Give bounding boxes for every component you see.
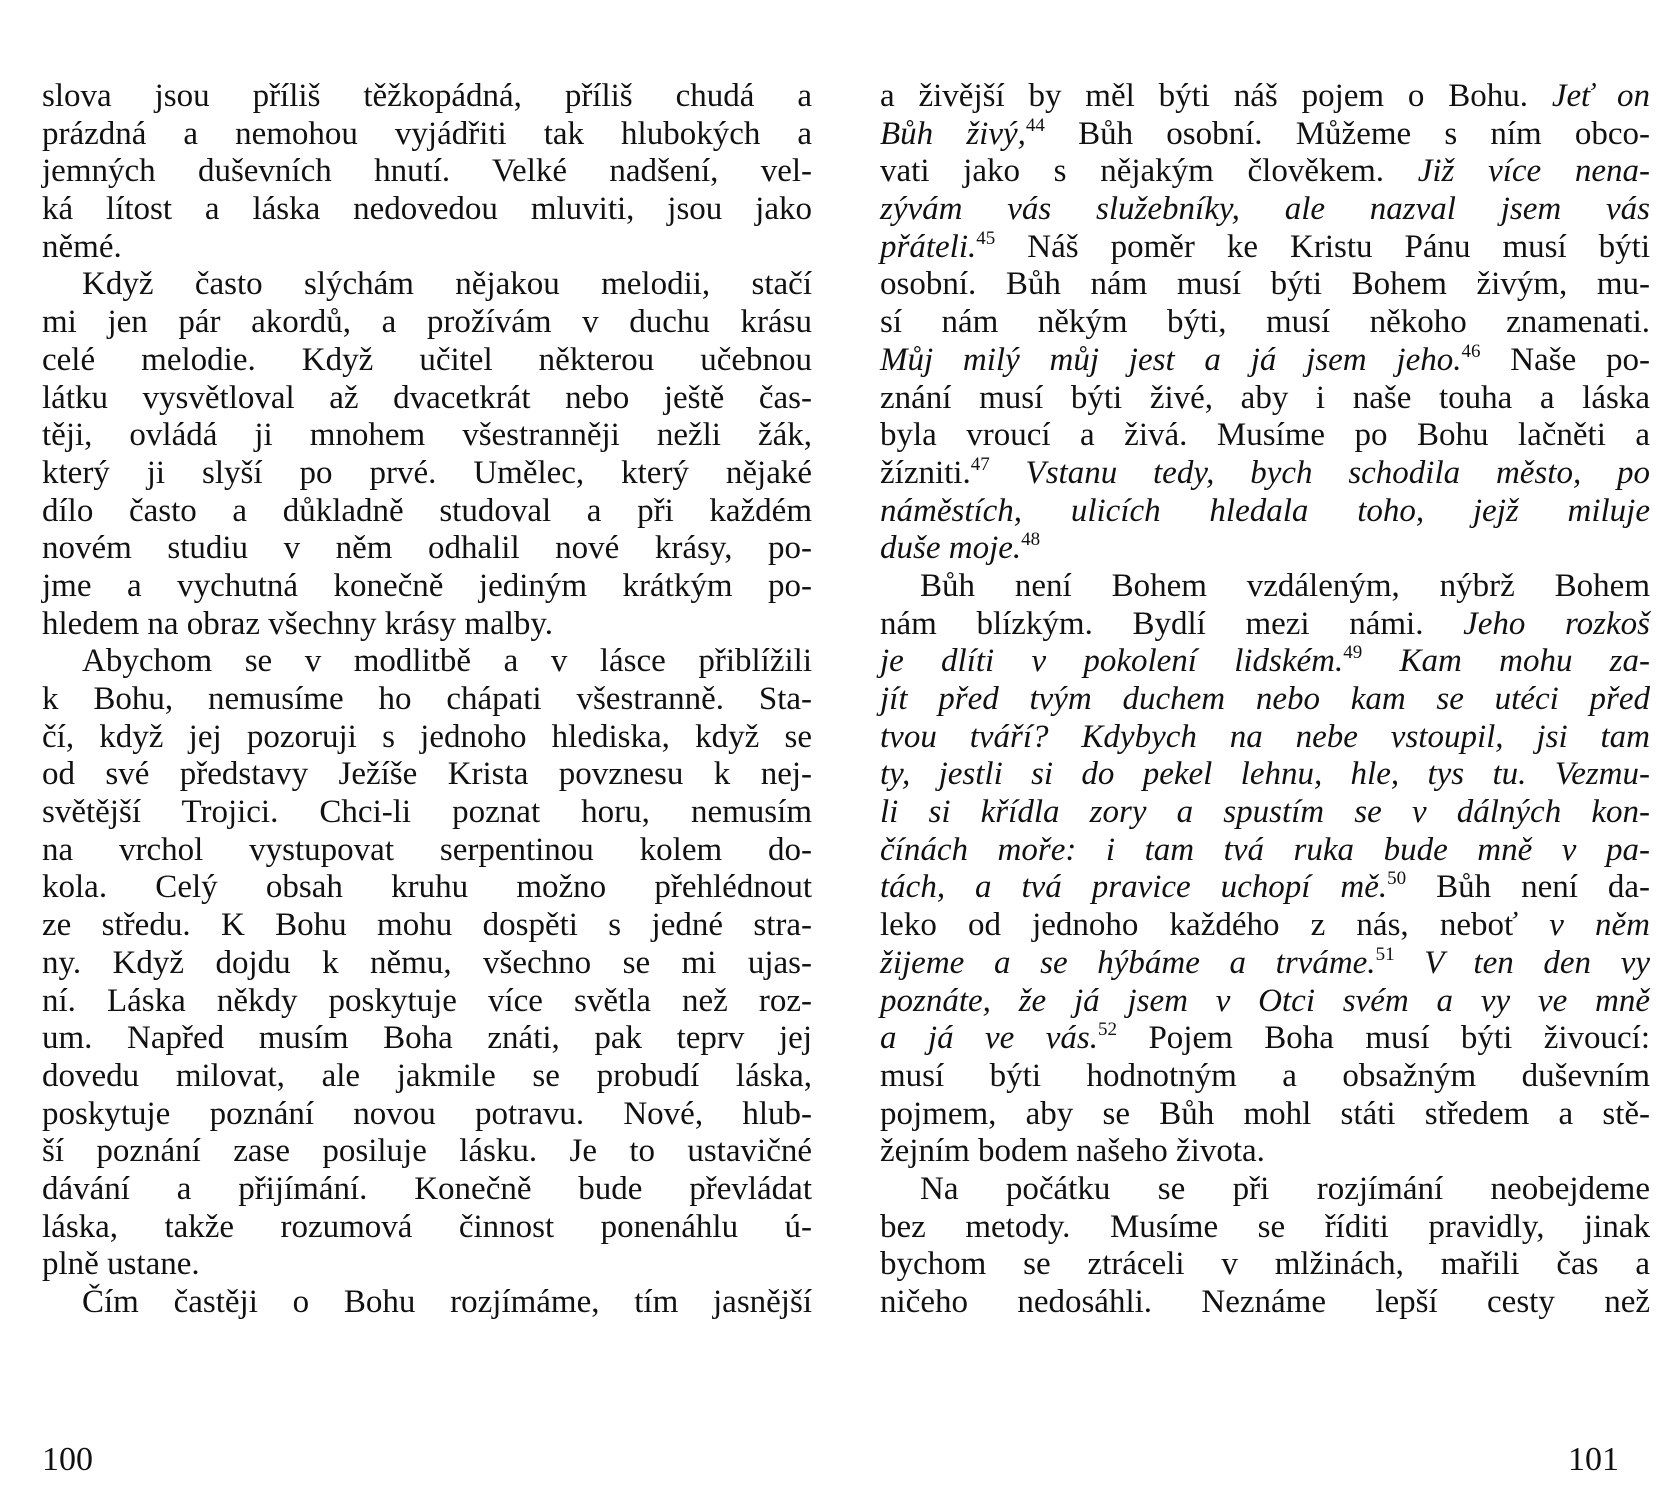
text-line: celé melodie. Když učitel některou učebnou bbox=[42, 341, 812, 378]
right-page bbox=[880, 78, 1650, 1322]
text-line: poskytuje poznání novou potravu. Nové, hlub- bbox=[42, 1095, 812, 1132]
text-line: náměstích, ulicích hledala toho, jejž miluje bbox=[880, 492, 1650, 529]
text-line: ny. Když dojdu k němu, všechno se mi ujas- bbox=[42, 944, 812, 981]
footnote-ref: 44 bbox=[1025, 114, 1045, 136]
text-line: látku vysvětloval až dvacetkrát nebo ještě čas- bbox=[42, 379, 812, 416]
text-line: láska, takže rozumová činnost ponenáhlu ú- bbox=[42, 1208, 812, 1245]
text-line: tách, a tvá pravice uchopí mě.$^{50}$ Bůh není da- bbox=[880, 868, 1650, 906]
text-line: pojmem, aby se Bůh mohl státi středem a stě- bbox=[880, 1095, 1650, 1132]
page-number-right: 101 bbox=[1568, 1441, 1619, 1478]
text-line: duše moje.$^{48}$ bbox=[880, 529, 1041, 567]
page-number-left: 100 bbox=[42, 1441, 93, 1478]
text-line: nám blízkým. Bydlí mezi námi. Jeho rozkoš bbox=[880, 605, 1651, 642]
footnote-ref: 45 bbox=[976, 227, 996, 249]
text-line: světější Trojici. Chci-li poznat horu, nemusím bbox=[42, 794, 812, 831]
text-line: ní. Láska někdy poskytuje více světla než roz- bbox=[42, 982, 812, 1019]
text-line: plně ustane. bbox=[42, 1246, 200, 1283]
text-line: bez metody. Musíme se říditi pravidly, jinak bbox=[880, 1208, 1650, 1245]
text-line: Bůh není Bohem vzdáleným, nýbrž Bohem bbox=[920, 567, 1650, 604]
text-line: kola. Celý obsah kruhu možno přehlédnout bbox=[42, 869, 812, 906]
text-line: od své představy Ježíše Krista povznesu k nej- bbox=[42, 756, 812, 793]
footnote-ref: 48 bbox=[1021, 529, 1041, 551]
text-line: dávání a přijímání. Konečně bude převládat bbox=[42, 1170, 812, 1207]
text-line: je dlíti v pokolení lidském.$^{49}$ Kam mohu za- bbox=[880, 642, 1651, 680]
text-line: musí býti hodnotným a obsažným duševním bbox=[880, 1057, 1650, 1094]
text-line: ká lítost a láska nedovedou mluviti, jsou jako bbox=[42, 191, 812, 228]
text-line: Čím častěji o Bohu rozjímáme, tím jasnější bbox=[82, 1284, 812, 1320]
text-line: Abychom se v modlitbě a v lásce přiblížili bbox=[82, 643, 812, 680]
text-line: ničeho nedosáhli. Neznáme lepší cesty než bbox=[880, 1284, 1650, 1320]
text-line: dovedu milovat, ale jakmile se probudí láska, bbox=[42, 1057, 812, 1094]
text-line: mi jen pár akordů, a prožívám v duchu krásu bbox=[42, 304, 812, 341]
text-line: znání musí býti živé, aby i naše touha a láska bbox=[880, 379, 1650, 416]
text-line: novém studiu v něm odhalil nové krásy, po- bbox=[42, 530, 812, 567]
text-line: žejním bodem našeho života. bbox=[880, 1133, 1265, 1170]
text-line: čínách moře: i tam tvá ruka bude mně v pa- bbox=[880, 831, 1650, 868]
footnote-ref: 52 bbox=[1098, 1019, 1118, 1041]
text-line: který ji slyší po prvé. Umělec, který nějaké bbox=[42, 454, 812, 491]
text-line: ty, jestli si do pekel lehnu, hle, tys tu. Vezmu- bbox=[880, 756, 1650, 793]
text-line: um. Napřed musím Boha znáti, pak teprv jej bbox=[42, 1020, 812, 1057]
text-line: slova jsou příliš těžkopádná, příliš chudá a bbox=[42, 78, 812, 114]
text-line: a já ve vás.$^{52}$ Pojem Boha musí býti živoucí: bbox=[880, 1019, 1651, 1057]
footnote-ref: 47 bbox=[970, 453, 990, 475]
text-line: na vrchol vystupovat serpentinou kolem do- bbox=[42, 831, 812, 868]
text-line: Bůh živý,$^{44}$ Bůh osobní. Můžeme s ním obco- bbox=[880, 114, 1650, 152]
text-line: tvou tváří? Kdybych na nebe vstoupil, jsi tam bbox=[880, 718, 1650, 755]
text-line: Můj milý můj jest a já jsem jeho.$^{46}$ Naše po- bbox=[880, 340, 1650, 378]
text-line: ší poznání zase posiluje lásku. Je to ustavičné bbox=[42, 1133, 812, 1170]
text-line: němé. bbox=[42, 228, 122, 265]
text-line: žijeme a se hýbáme a trváme.$^{51}$ V ten den vy bbox=[880, 943, 1650, 981]
text-line: vati jako s nějakým člověkem. Již více nena- bbox=[880, 153, 1651, 190]
text-line: osobní. Bůh nám musí býti Bohem živým, mu- bbox=[880, 266, 1650, 303]
text-line: leko od jednoho každého z nás, neboť v něm bbox=[880, 907, 1650, 944]
footnote-ref: 46 bbox=[1461, 340, 1481, 362]
text-line: bychom se ztráceli v mlžinách, mařili čas a bbox=[880, 1246, 1650, 1283]
text-line: čí, když jej pozoruji s jednoho hlediska, když se bbox=[42, 718, 812, 755]
text-line: byla vroucí a živá. Musíme po Bohu lačněti a bbox=[880, 417, 1650, 454]
text-line: žízniti.$^{47}$ Vstanu tedy, bych schodila město, po bbox=[880, 453, 1651, 491]
text-line: zývám vás služebníky, ale nazval jsem vás bbox=[880, 191, 1650, 228]
text-line: poznáte, že já jsem v Otci svém a vy ve mně bbox=[880, 982, 1650, 1019]
text-line: jít před tvým duchem nebo kam se utéci před bbox=[880, 681, 1650, 717]
text-line: k Bohu, nemusíme ho chápati všestranně. Sta- bbox=[42, 681, 812, 717]
text-line: jme a vychutná konečně jediným krátkým po- bbox=[42, 567, 812, 604]
footnote-ref: 51 bbox=[1375, 943, 1395, 965]
text-line: li si křídla zory a spustím se v dálných kon- bbox=[880, 794, 1650, 831]
text-line: dílo často a důkladně studoval a při každém bbox=[42, 492, 812, 529]
text-line: těji, ovládá ji mnohem všestranněji nežli žák, bbox=[42, 417, 812, 454]
text-line: ze středu. K Bohu mohu dospěti s jedné stra- bbox=[42, 907, 812, 944]
text-line: přáteli.$^{45}$ Náš poměr ke Kristu Pánu musí býti bbox=[880, 227, 1650, 265]
footnote-ref: 50 bbox=[1387, 868, 1407, 890]
text-line: prázdná a nemohou vyjádřiti tak hlubokých a bbox=[42, 115, 812, 152]
footnote-ref: 49 bbox=[1343, 642, 1363, 664]
text-line: a živější by měl býti náš pojem o Bohu. Jeť on bbox=[880, 78, 1651, 114]
text-line: sí nám někým býti, musí někoho znamenati. bbox=[880, 304, 1650, 341]
text-line: Když často slýchám nějakou melodii, stačí bbox=[82, 266, 812, 303]
text-line: hledem na obraz všechny krásy malby. bbox=[42, 605, 554, 642]
text-line: Na počátku se při rozjímání neobejdeme bbox=[920, 1170, 1650, 1207]
left-page bbox=[42, 78, 812, 1322]
text-line: jemných duševních hnutí. Velké nadšení, vel- bbox=[42, 153, 812, 190]
